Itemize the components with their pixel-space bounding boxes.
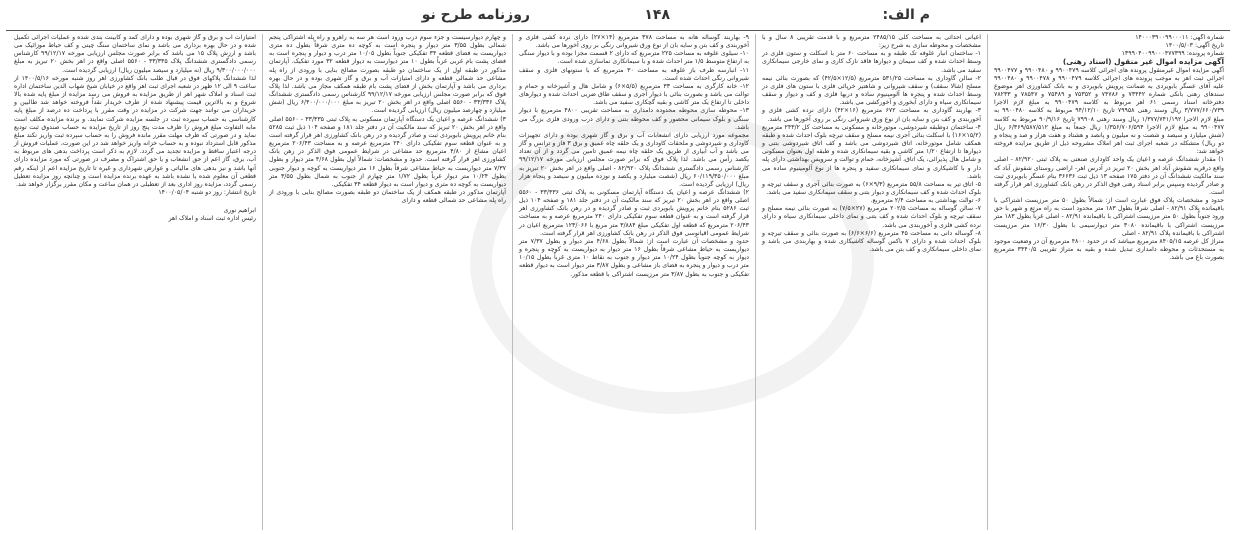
item-1-bounds: حدود و مشخصات پلاک فوق عبارت است از: شمالاً بطول ۵۰ متر مرزیست اشتراکی با باقیمانده پلاک ۸۲/۹۱ - اصلی شرقاً بطول ۱۸۳ متر محدود است به راه مرتع و شهر با حق ورود جنوباً بطول ۵۰ متر مرزیست اشتراکی با باقیمانده ۸۲/۹۱ - اصلی غرباً بطول ۱۸۳ متر مرزیست اشتراکی با باقیمانده ۳۰۸۰ متر دیوارسیمی با بطول ۱۶/۳۰ متر مرزیست اشتراکی با باقیمانده پلاک ۸۲/۹۱ - اصلی: [994, 197, 1225, 237]
building-item-6: ۶- توالت بهداشتی به مساحت ۲/۴ مترمربع.: [870, 197, 981, 205]
auction-terms: لذا ششدانگ پلاکهای فوق در قبال طلب بانک کشاورزی اهر روز شنبه مورخه ۱۴۰۰/۵/۱۶ از ساعت ۹ الی ۱۲ ظهر در شعبه اجرای ثبت اهر واقع در خیابان شیخ شهاب الدین ساختمان اداره ثبت اسناد و املاک شهر اهر از طریق مزایده به فروش می رسد مزایده از مبلغ پایه شده بالا شروع و به بالاترین قیمت پیشنهاد شده از طرف خریدار نقداً فروخته خواهد شد طالبین و خریداران می توانند جهت شرکت در مزایده در وقت مقرر با پرداخت ده درصد از مبلغ پایه کارشناسی به حساب سپرده ثبت در جلسه مزایده شرکت نمایند. و برنده مزایده مکلف است مابه التفاوت مبلغ فروش را ظرف مدت پنج روز از تاریخ مزایده به حساب صندوق ثبت تودیع نماید و در صورتی که ظرف مهلت مقرر مانده فروش را به حساب سپرده ثبت واریز نکند مبلغ مذکور قابل استرداد نبوده و به حساب خزانه واریز خواهد شد در این صورت، عملیات فروش از درجه اعتبار ساقط و مزایده تجدید می گردد. لازم به ذکر است پرداخت بدهی های مربوط به آب، برق، گاز اعم از حق انشعاب و یا حق اشتراک و مصرف در صورتی که مورد مزایده دارای آنها باشد و نیز بدهی های مالیاتی و عوارض شهرداری و غیره تا تاریخ مزایده اعم از اینکه رقم قطعی آن معلوم شده یا نشده باشد به عهده برنده مزایده است و چنانچه روز مزایده تعطیل رسمی گردد، مزایده روز اداری بعد از تعطیلی در همان ساعت و مکان مقرر برگزار خواهد شد.: [14, 74, 256, 188]
column-5: [8, 34, 263, 530]
building-item-12: ۱۲- خانه کارگری به مساحت ۳۳ مترمربع (۵/۵×۶) و شامل هال و آشپزخانه و حمام و توالت می باشد و بصورت بنائی با دیوار آجری و سقف طاق ضربی احداث شده و دیوارهای داخلی تا ارتفاع یک متر کاشی و بقیه گچکاری سفید می باشد.: [519, 82, 750, 107]
ad-intro: آگهی مزایده اموال غیرمنقول پرونده های اجرائی کلاسه ۹۹۰۰۴۷۹ و ۹۹۰۰۴۸۰ و ۹۹۰۰۴۷۷ اجرائی ثبت اهر به موجب پرونده های اجرائی کلاسه ۹۹۰۰۴۷۹ و ۹۹۰۰۴۷۸ و ۹۹۰۰۴۸۰ علیه آقای عسگر بابویردی به ضمانت پرویش بابویردی و به بانک کشاورزی اهر موضوع سندهای رهنی بانکی شماره ۷۳۴۴۲ و ۷۴۷۸۶ و ۷۵۳۵۲ و ۷۵۴۸۹ و ۷۸۵۴۷ و ۷۸۲۳۳ دفترخانه اسناد رسمی ۶۱ اهر مربوط به کلاسه ۹۹۰۰۴۷۹ به مبلغ لازم الاجرا ۳/۷۷۷/۶۶۰/۷۳۹ ریال وسند رهنی ۷۹۹۵۸ تاریخ ۹۴/۱۲/۱۰ مربوط به کلاسه ۹۹۰۰۴۸۰ به مبلغ لازم الاجرا ۱/۳۷۷/۷۴۱/۱۹۲ ریال وسند رهنی ۷۹۹۰۸ تاریخ ۹۰/۹/۱۶ مربوط به کلاسه ۹۹۰۰۴۷۷ به مبلغ لازم الاجرا ۱/۳۵۶/۷۰۶/۵۹۴ ریال جمعاً به مبلغ ۶/۳۶۹/۵۸۷/۵۱۲ ریال (شش میلیارد و سیصد و شصت و نه میلیون و پانصد و هشتاد و هفت هزار و صد و پنجاه و دو ریال) متشکله در شعبه اجرای ثبت اهر املاک مشروحه ذیل از طریق مزایده فروخته خواهد شد:: [994, 66, 1225, 156]
building-intro: اعیانی احداثی به مساحت کلی ۲۴۸۵/۱۵ مترمربع و با قدمت تقریبی ۸ سال و با مشخصات و محوطه سازی به شرح زیر:: [762, 34, 982, 50]
signer-title: رئیس اداره ثبت اسناد و املاک اهر: [168, 215, 256, 223]
item-1-area: متراژ کل عرصه ۸۴۰۵/۱۵ مترمربع میباشد که در حدود ۴۸۰۰ مترمربع آن در وضعیت موجود به مستحدثات و محوطه دامداری تبدیل شده و بقیه به متراژ تقریبی ۳۴۴۰/۵ مترمربع بصورت باغ می باشد.: [994, 237, 1224, 262]
item-2-bounds: حدود و مشخصات آن عبارت است از: شمالاً بطول ۴/۶۸ متر دیوار و بطول ۷/۳۷ متر دیواریست به حیاط مشاعی شرقاً بطول ۱۶ متر دیوار به دیواریست به کوچه و پنجره و دیوار به کوچه جنوباً بطول ۱۰/۲۴ متر دیوار و جنوب به نقاط ۱۰ متری غرباً بطول ۱۰/۱۵ متر درب و دیوار و پنجره به فضای باز مشاعی و بطول ۳/۸۷ متر دیوار است به دیوار قطعه تفکیکی و جنوب به بطول ۳/۸۷ متر مرزیست اشتراکی با قطعه مذکور.: [519, 237, 749, 278]
building-item-10: ۱۰- سیلوی علوفه به مساحت ۲۲۵ مترمربع که دارای ۲ قسمت مجزا بوده و با دیوار سنگی به ارتفاع متوسط ۱/۵ متر احداث شده و با سیمانکاری نماسازی شده است.: [519, 50, 750, 66]
building-item-2: ۲- سالن گاوداری به مساحت ۵۳۱/۲۵ مترمربع (۱۲/۵×۴۲/۵) که بصورت بنائی نیمه مسلح (شالا سقف) و سقف شیروانی و شاهتیر خرپائی فلزی با ستون های فلزی در وسط احداث شده و پنجره ها آلومینیوم ساده و دربها فلزی و کف و دیوار و سقف سیمانکاری سیاه و دارای آبخوری و آخورکشی می باشد.: [762, 74, 981, 107]
item-3-details: آپارتمان مذکور در طبقه همکف از یک ساختمان دو طبقه بصورت مصالح بنایی با ورودی از راه پله مشاعی حد شمالی قطعه و دارای: [269, 188, 506, 205]
building-item-4: ۴- ساختمان دوطبقه شیردوشی، موتورخانه و مسکونی به مساحت کل ۲۴۳/۲ مترمربع (۱۵/۲×۱۶) با اسکلت بنائی آجری نیمه مسلح و سقف تیرچه بلوک احداث شده و طبقه همکف شامل موتورخانه، اتاق شیردوشی می باشد و کف اتاق شیردوشی بتنی و دیوارها تا ارتفاع ۱/۲۰ متر کاشی و بقیه سیمانکاری شده و طبقه اول بعنوان مسکونی و شامل هال پذیرائی، یک اتاق، آشپزخانه، حمام و توالت و سرویس بهداشتی دارای پله دار و با کاشیکاری و نمای سیمانکاری سفید و پنجره ها از نوع آلومینیوم ساده می باشد.: [762, 123, 981, 180]
item-2: ۲) ششدانگ عرصه و اعیان یک دستگاه آپارتمان مسکونی به پلاک ثبتی ۳۳/۳۳۶ - ۵۵۶۰ اصلی واقع در اهر بخش ۲۰ تبریز که سند مالکیت آن در دفتر جلد ۱۸۱ و صفحه ۱۰۴ ذیل ثبت ۵۲۸۶ بنام خانم پرویش بابویردی ثبت و صادر گردیده و در رهن بانک کشاورزی اهر قرار گرفته است و به عنوان قطعه سوم تفکیکی دارای ۲۴۰ مترمربع عرصه و به مساحت ۲۰۶/۴۳ مترمربع که قطعه اول تفکیکی مبلغ ۳/۸۸۴ متر مربع با ۱۲۳/۰۶۶ مترمربع اعیان در شرایط عمومی اقیانوسی فوق الذکر در رهن بانک کشاورزی اهر قرار گرفته است.: [519, 188, 749, 237]
newspaper-name: روزنامه طرح نو: [421, 7, 530, 23]
building-item-9: ۹- بهاربند گوساله هانه به مساحت ۳۷۸ مترمربع (۱۴×۲۷) دارای نرده کشی فلزی و آخوربندی و کف بتن و سایه بان از نوع ورق شیروانی رنگی بر روی آخورها می باشد.: [519, 34, 749, 50]
ad-columns: [6, 34, 1230, 530]
building-item-13: ۱۳- محوطه سازی محوطه محدوده دامداری به مساحت تقریبی ۴۸۰۰ مترمربع با دیوار سنگی و بلوک سیمانی محصور و کف محوطه بتنی و دارای درب ورودی فلزی بزرگ می باشد.: [519, 107, 749, 131]
building-item-11: ۱۱- انبارسه طرف باز علوفه به مساحت ۳۰ مترمربع که با ستونهای فلزی و سقف شیروانی رنگی احداث شده است.: [519, 66, 749, 82]
section-label: م الف:: [882, 7, 930, 23]
building-item-7: ۷- سالن گوساله به مساحت ۲۰۲/۵ مترمربع (۲۷×۷/۵) به صورت بنائی نیمه مسلح و سقف تیرچه و بلوک احداث شده و کف بتنی و نمای داخلی سیمانکاری سیاه و دارای نرده کشی فلزی و آخوربندی می باشد.: [762, 205, 981, 229]
building-item-5: ۵- اتاق تیر به مساحت ۵۵/۸ مترمربع (۹/۳×۶) به صورت بنائی آجری و سقف تیرچه و بلوک احداث شده و کف سیمانکاری و دیوار بتنی و سقف سیمانکاری سفید می باشد.: [762, 180, 982, 196]
item-2-details: و چهارم دیوارسیست و جزء سوم درب ورود است هر سه به راهرو و راه پله اشتراکی پنجم شمالی بطول ۳/۵۵ متر دیوار و پنجره است به کوچه ده متری شرقاً بطول ده متری دیواریست به فضای قطعه ۳۴ تفکیکی جنوباً بطول ۱۰/۰۵ متر درب و دیوار و پنجره است به فضای پشت بام غربی غرباً بطول ۱۰ متر دیوارست به دیوار قطعه ۳۲ مورد تفکیک. آپارتمان مذکور در طبقه اول از یک ساختمان دو طبقه بصورت مصالح بنایی با ورودی از راه پله مشاعی حد شمالی قطعه و دارای امتیازات آب و برق و گاز شهری بوده و در حال بهره برداری می باشد و آپارتمان بخش از فضای پشت بام طبقه همکف مجاز می باشد. لذا پلاک فوق که برابر صورت مجلس ارزیابی مورخه ۹۹/۱۲/۱۷ کارشناس رسمی دادگستری ششدانگ پلاک ۳۳/۳۳۶ - ۵۵۶۰ اصلی واقع در اهر بخش ۲۰ تبریز به مبلغ ۶/۴۰۰/۰۰۰/۰۰۰ ریال (شش میلیارد و چهارصد میلیون ریال) ارزیابی گردیده است.: [269, 34, 507, 115]
building-item-3: ۳- بهاربند گاوداری به مساحت ۶۷۲ مترمربع (۱۶×۴۲) دارای نرده کشی فلزی و آخوربندی و کف بتن و سایه بان از نوع ورق شیروانی رنگی بر روی آخورها می باشد.: [762, 107, 982, 123]
building-item-8: ۸- گوساله دانی به مساحت ۴۵ مترمربع (۶/۶×۶/۶) به صورت بنائی و سقف تیرچه و بلوک احداث شده و دارای ۷ باکس گوساله کاشیکاری شده و بهاربندی می باشد و نمای داخلی سیمانکاری و کف بتن می باشد.: [762, 229, 981, 254]
ad-title: آگهی مزایده اموال غیر منقول (اسناد رهنی): [1062, 57, 1224, 67]
ad-date: تاریخ آگهی: ۱۴۰۰/۵/۰۳: [1165, 42, 1224, 50]
ad-number: شماره آگهی: ۱۴۰۰۰۳۹۰۰۹۹۰۰۰۱۱: [1135, 34, 1224, 41]
case-number: شماره پرونده: ۱۳۹۹۰۴۰۰۹۹۰۰۰۴۷۷۳۹۹: [1121, 50, 1224, 58]
column-2: [756, 34, 988, 530]
item-3-valuation: امتیازات آب و برق و گاز شهری بوده و دارای کمد و کابینت بندی شده و عملیات اجرائی تکمیل شده و در حال بهره برداری می باشد و نمای ساختمان سنگ چینی و کف حیاط موزائیک می باشد و ارزش پلاک ۱۵ می باشد که برابر صورت مجلس ارزیابی مورخه ۹۹/۱۲/۱۷ کارشناس رسمی دادگستری ششدانگ پلاک ۳۳/۳۳۵ - ۵۵۶۰ اصلی واقع در اهر بخش ۲۰ تبریز به مبلغ ۹/۳۰۰/۰۰۰/۰۰۰ ریال (نه میلیارد و سیصد میلیون ریال) ارزیابی گردیده است.: [14, 34, 257, 74]
signer-name: ابراهیم نوری: [223, 207, 256, 215]
publish-date: تاریخ انتشار: روز دو شنبه ۱۴۰۰/۰۵/۰۴: [158, 188, 256, 196]
building-item-1: ۱- ساختمان انبار علوفه تک طبقه و به مساحت ۶۰ متر با اسکلت و ستون فلزی در وسط احداث شده و کف سیمان و دیوارها فاقد نازک کاری و نمای خارجی سیمانکاری سفید می باشد.: [762, 50, 981, 74]
column-4: [263, 34, 513, 530]
item-3: ۳) ششدانگ عرصه و اعیان یک دستگاه آپارتمان مسکونی به پلاک ثبتی ۳۳/۳۳۵ - ۵۵۶۰ اصلی واقع در اهر بخش ۲۰ تبریز که سند مالکیت آن در دفتر جلد ۱۸۱ و صفحه ۱۰۴ ذیل ثبت ۵۲۸۵ بنام خانم پرویش بابویردی ثبت و صادر گردیده و در رهن بانک کشاورزی اهر قرار گرفته است و به عنوان قطعه سوم تفکیکی دارای ۲۴۰ مترمربع عرصه و به مساحت ۲۰۶/۴۳ مترمربع اعیان مشاع از ۴/۸۰ مترمربع حد مشاعی در شرایط عمومی فوق الذکر در رهن بانک کشاورزی اهر قرار گرفته است. حدود و مشخصات: شمالاً اول بطول ۴/۶۸ متر دیوار و بطول ۷/۳۷ متر دیواریست به حیاط مشاعی شرقاً بطول ۱۶ متر دیواریست به کوچه و دیوار جنوبی بطول ۱۰/۲۴ متر دیوار غرباً بطول ۱/۷۲ متر چهارم از جنوب به شمال بطول ۳/۵۵ متر دیواریست به کوچه ده متری و دیوار است به دیوار قطعه ۳۴ تفکیکی.: [269, 115, 506, 188]
column-1: [988, 34, 1230, 530]
item-1: ۱) مقدار ششدانگ عرصه و اعیان یک واحد کاوداری صنعتی به پلاک ثبتی ۸۲/۹۲۰ - اصلی واقع درقریه شقوش آباد اهر بخش ۲۰ تبریز در آدرس اهر- اراضی روستای شقوش آباد که سند مالکیت ششدانگ آن در دفتر ۱۷۵ صفحه ۱۳ ذیل ثبت ۳۶۶۳۶ بنام عسگر بابویردی ثبت و صادر گردیده وسپس برابر اسناد رهنی فوق الذکر در رهن بانک کشاورزی اهر قرار گرفته است.: [994, 156, 1224, 196]
page-number: ۱۴۸: [644, 7, 670, 23]
valuation-summary: مجموعه مورد ارزیابی دارای انشعابات آب و برق و گاز شهری بوده و دارای تجهیزات کاوداری و شیردوشی و ملحقات کاوداری و یک حلقه چاه عمیق و برق ۳ فاز و ترانس و گاز می باشد و آب آبیاری از طریق یک حلقه چاه نیمه عمیق تامین می گردد و از آن تعداد یکصد رأس می باشد. لذا پلاک فوق که برابر صورت مجلس ارزیابی مورخه ۹۹/۱۲/۱۷ کارشناس رسمی دادگستری ششدانگ پلاک ۸۲/۹۲۰ - اصلی واقع در اهر بخش ۲۰ تبریز به مبلغ ۶۰/۱۱۹/۳۵۰/۰۰۰ ریال (شصت میلیارد و یکصد و نوزده میلیون و سیصد و پنجاه هزار ریال) ارزیابی گردیده است.: [519, 131, 749, 188]
column-3: [513, 34, 756, 530]
page-header: [6, 4, 1230, 31]
